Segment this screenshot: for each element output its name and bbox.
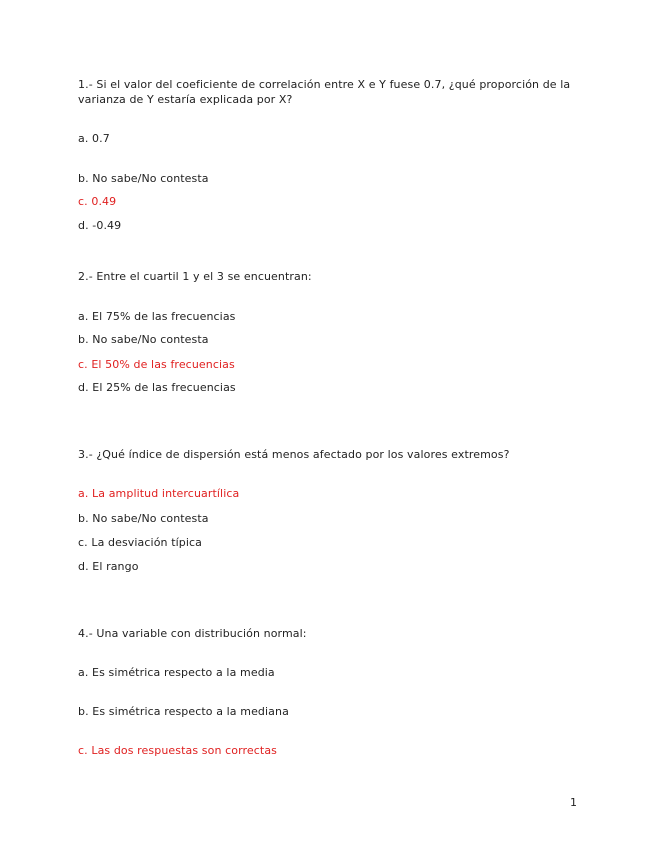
question-1-option-c-correct: c. 0.49 [78, 195, 117, 208]
question-3-option-c: c. La desviación típica [78, 536, 202, 549]
question-2-option-d: d. El 25% de las frecuencias [78, 381, 236, 394]
question-1-option-b: b. No sabe/No contesta [78, 172, 209, 185]
question-2-option-c-correct: c. El 50% de las frecuencias [78, 358, 235, 371]
question-4-option-b: b. Es simétrica respecto a la mediana [78, 705, 289, 718]
question-3-stem: 3.- ¿Qué índice de dispersión está menos afectado por los valores extremos? [78, 448, 510, 461]
page-number: 1 [570, 796, 577, 809]
question-3-option-b: b. No sabe/No contesta [78, 512, 209, 525]
question-1-option-d: d. -0.49 [78, 219, 122, 232]
question-1-stem-line-2: varianza de Y estaría explicada por X? [78, 93, 293, 106]
question-2-option-a: a. El 75% de las frecuencias [78, 310, 236, 323]
question-4-option-c-correct: c. Las dos respuestas son correctas [78, 744, 278, 757]
question-4-option-a: a. Es simétrica respecto a la media [78, 666, 275, 679]
question-3-option-d: d. El rango [78, 560, 139, 573]
question-1-option-a: a. 0.7 [78, 132, 110, 145]
question-1-stem-line-1: 1.- Si el valor del coeficiente de correlación entre X e Y fuese 0.7, ¿qué proporción de la [78, 78, 571, 91]
question-2-option-b: b. No sabe/No contesta [78, 333, 209, 346]
question-3-option-a-correct: a. La amplitud intercuartílica [78, 487, 240, 500]
question-2-stem: 2.- Entre el cuartil 1 y el 3 se encuentran: [78, 270, 312, 283]
question-4-stem: 4.- Una variable con distribución normal: [78, 627, 307, 640]
